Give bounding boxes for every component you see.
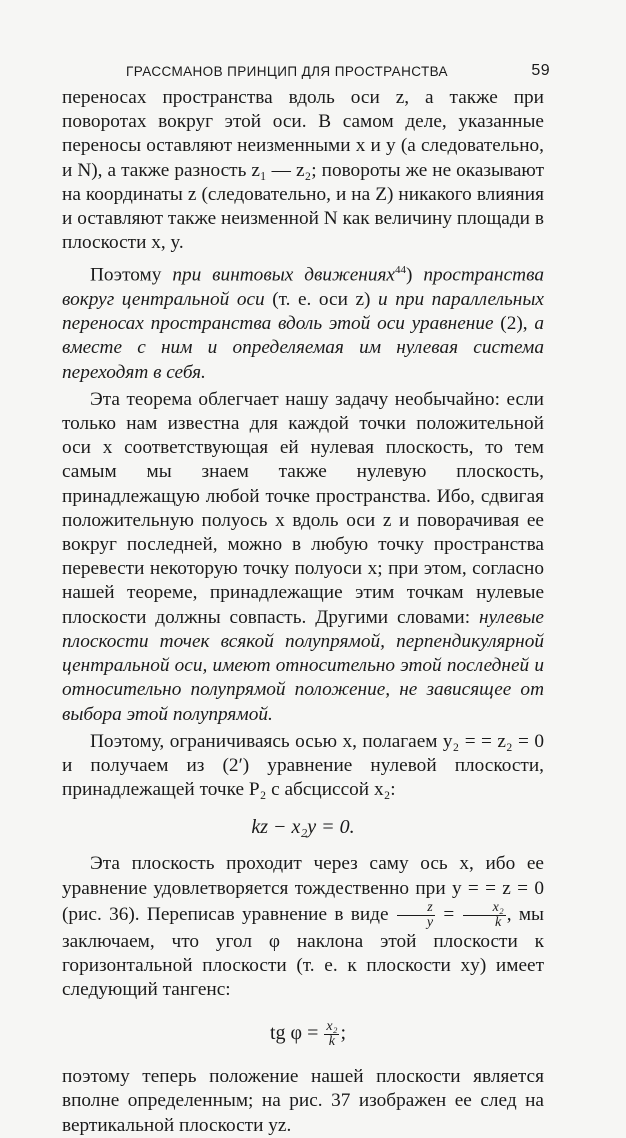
p2-italic-3: и при параллельных переносах пространства вдоль этой оси уравнение <box>62 289 544 335</box>
p5-tail: , мы заключаем, что угол φ наклона этой плоскости к горизонтальной плоскости (т. е. к плоскости xy) имеет следующий тангенс: <box>62 903 544 1001</box>
p5-lead: Эта плоскость проходит через саму ось x, ибо ее уравнение удовлетворяется тождественно при y = = z = 0 (рис. 36). Переписав уравнение в виде <box>62 853 544 925</box>
p2-lead: Поэтому <box>90 264 173 286</box>
p2-italic-1: при винтовых движениях <box>172 264 395 286</box>
formula-tangent <box>72 1018 544 1049</box>
frac2-denominator: k <box>495 914 502 930</box>
fraction-z-over-y <box>397 901 435 930</box>
frac2-numerator: x₂ <box>463 901 506 916</box>
paragraph-2-theorem <box>62 258 544 384</box>
tangent-denominator: k <box>328 1034 336 1050</box>
p3-italic: нулевые плоскости точек всякой полупрямой, перпендикулярной центральной оси, имеют относительно этой последней и относительно полупрямой положение, не зависящее от выбора этой полупрямой. <box>62 606 544 725</box>
tangent-numerator: x₂ <box>326 1019 338 1035</box>
formula-2-end: ; <box>340 1022 347 1045</box>
frac1-denominator: y <box>426 914 434 930</box>
paragraph-3 <box>62 388 544 727</box>
paragraph-4: Поэтому, ограничиваясь осью x, полагаем y₂ = = z₂ = 0 и получаем из (2′) уравнение нулевой плоскости, принадлежащей точке P₂ с абсциссой x₂: <box>62 730 544 801</box>
p2-mid-2: (2), <box>493 313 535 335</box>
p5-equals: = <box>436 903 462 925</box>
frac1-numerator: z <box>397 901 435 916</box>
p2-italic-4: а вместе с ним и определяемая им нулевая система переходят в себя. <box>62 313 544 383</box>
fraction-x2-over-k <box>463 901 506 930</box>
formula-null-plane <box>62 812 544 842</box>
paragraph-6: поэтому теперь положение нашей плоскости является вполне определенным; на рис. 37 изображен ее след на вертикальной плоскости yz. <box>62 1066 544 1136</box>
formula-2-lhs: tg φ = <box>269 1022 324 1045</box>
running-title: ГРАССМАНОВ ПРИНЦИП ДЛЯ ПРОСТРАНСТВА <box>126 64 448 79</box>
paragraph-5 <box>62 852 544 1002</box>
footnote-ref: 44 <box>395 264 406 277</box>
paragraph-1: переносах пространства вдоль оси z, а также при поворотах вокруг этой оси. В самом деле, указанные переносы оставляют неизменными x и y (а следовательно, и N), а также разность z₁ — z₂; повороты же не оказывают на координаты z (следовательно, и на Z) никакого влияния и оставляют также неизменной N как величину площади в плоскости x, y. <box>62 87 544 254</box>
p2-paren: ) <box>406 264 424 286</box>
book-page <box>62 58 550 1138</box>
p2-italic-2: пространства вокруг центральной оси <box>62 264 544 311</box>
p3-lead: Эта теорема облегчает нашу задачу необычайно: если только нам известна для каждой точки положительной оси x соответствующая ей нулевая плоскость, то тем самым мы знаем также нулевую плоскость, принадлежащую любой точке пространства. Ибо, сдвигая положительную полуось x вдоль оси z и поворачивая ее вокруг последней, можно в любую точку пространства перевести некоторую точку полуоси x; при этом, согласно нашей теореме, принадлежащие этим точкам нулевые плоскости должны совпасть. Другими словами: <box>62 388 544 628</box>
formula-1-text: kz − x₂y = 0. <box>251 816 355 839</box>
fraction-tangent <box>324 1020 339 1049</box>
page-number: 59 <box>531 62 550 79</box>
p2-mid: (т. е. оси z) <box>264 289 379 311</box>
page-header <box>62 58 550 86</box>
